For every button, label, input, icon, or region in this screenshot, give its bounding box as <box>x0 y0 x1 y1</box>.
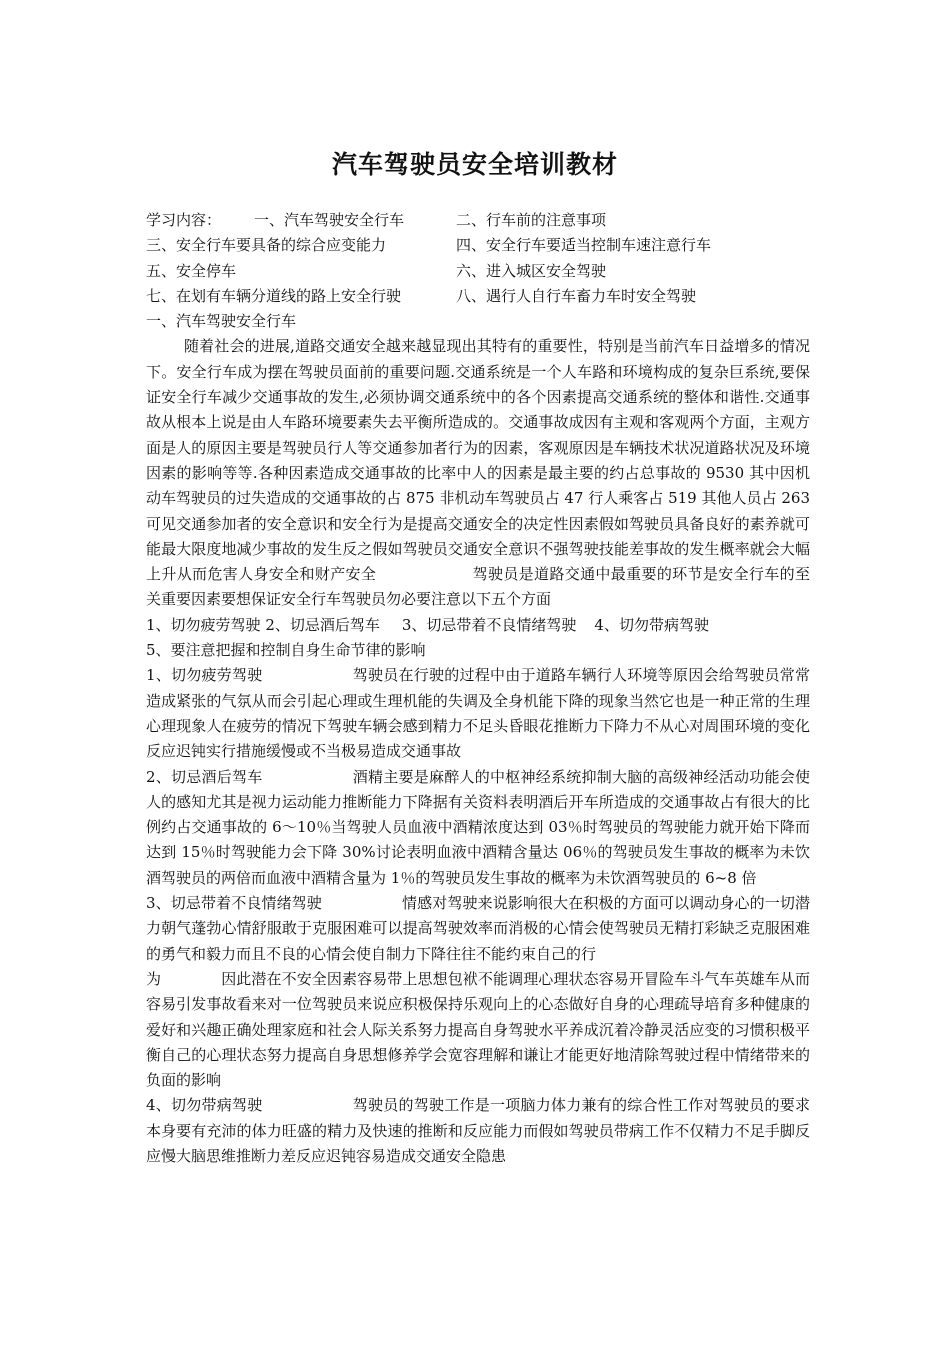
section-alcohol-text: 功能会使人的感知尤其是视力运动能力推断能力下降据有关资料表明酒后开车所造成的交通事故占有很大的比例约占交通事故的 6～10％当驾驶人员血液中酒精浓度达到 03％时驾驶员的驾驶能力就开始下降而达到 15％时驾驶能力会下降 30%讨论表明血液中酒精含量达 06％的驾驶员发生事故的概率为未饮酒驾驶员的两倍而血液中酒精含量为 1％的驾驶员发生事故的概率为未饮酒驾驶员的 6~8 倍 <box>146 767 810 887</box>
intro-paragraph <box>146 334 810 612</box>
toc-item-1: 一、汽车驾驶安全行车 <box>254 211 405 229</box>
points-line-2: 5、要注意把握和控制自身生命节律的影响 <box>146 641 426 660</box>
toc-row-1 <box>146 208 810 233</box>
points-line-1 <box>146 613 810 638</box>
section-illness-heading: 4、切勿带病驾驶 <box>146 1096 263 1115</box>
section-emotion <box>146 891 810 1093</box>
toc-row-4 <box>146 284 810 309</box>
toc-row-2 <box>146 233 810 258</box>
toc-item-8: 八、遇行人自行车畜力车时安全驾驶 <box>456 286 697 305</box>
section-heading: 一、汽车驾驶安全行车 <box>146 312 297 331</box>
point-1: 1、切勿疲劳驾驶 <box>146 615 261 634</box>
toc-label: 学习内容： <box>146 211 222 229</box>
section-alcohol-first-line: 酒精主要是麻醉人的中枢神经系统抑制大脑的高级神经活动 <box>352 767 750 786</box>
toc-item-3: 三、安全行车要具备的综合应变能力 <box>146 236 387 255</box>
section-alcohol-heading: 2、切忌酒后驾车 <box>146 767 263 786</box>
section-fatigue <box>146 663 810 764</box>
section-fatigue-text: 驶员常常造成紧张的气氛从而会引起心理或生理机能的失调及全身机能下降的现象当然它也是一种正常的生理心理现象人在疲劳的情况下驾驶车辆会感到精力不足头昏眼花推断力下降力不从心对周围环境的变化反应迟钝实行措施缓慢或不当极易造成交通事故 <box>146 666 810 761</box>
section-fatigue-first-line: 驾驶员在行驶的过程中由于道路车辆行人环境等原因会给驾 <box>352 666 750 685</box>
toc-row-3 <box>146 259 810 284</box>
section-emotion-text-b: 因此潜在不安全因素容易带上思想包袱不能调理心理状态容易开冒险车斗气车英雄车从而容易引发事故看来对一位驾驶员来说应积极保持乐观向上的心态做好自身的心理疏导培育多种健康的爱好和兴趣正确处理家庭和社会人际关系努力提高自身驾驶水平养成沉着冷静灵活应变的习惯积极平衡自己的心理状态努力提高自身思想修养学会宽容理解和谦让才能更好地清除驾驶过程中情绪带来的负面的影响 <box>146 969 810 1090</box>
section-alcohol <box>146 765 810 891</box>
document-body <box>146 208 810 1169</box>
document-title: 汽车驾驶员安全培训教材 <box>331 150 618 179</box>
section-emotion-text-a: 的一切潜力朝气蓬勃心情舒服敢于克服困难可以提高驾驶效率而消极的心情会使驾驶员无精打彩缺乏克服困难的勇气和毅力而且不良的心情会使自制力下降往往不能约束自己的行 <box>146 894 810 963</box>
section-emotion-lead: 为 <box>146 969 162 988</box>
toc-item-4: 四、安全行车要适当控制车速注意行车 <box>456 236 712 255</box>
toc-item-2: 二、行车前的注意事项 <box>456 211 607 229</box>
section-illness-text: 驾驶员的要求本身要有充沛的体力旺盛的精力及快速的推断和反应能力而假如驾驶员带病工作不仅精力不足手脚反应慢大脑思维推断力差反应迟钝容易造成交通安全隐患 <box>146 1096 810 1165</box>
section-illness <box>146 1093 810 1169</box>
toc-item-7: 七、在划有车辆分道线的路上安全行驶 <box>146 286 402 305</box>
point-4: 4、切勿带病驾驶 <box>594 615 709 634</box>
point-2: 2、切忌酒后驾车 <box>265 615 380 634</box>
section-emotion-first-line: 情感对驾驶来说影响很大在积极的方面可以调动身心 <box>401 894 750 913</box>
toc-item-6: 六、进入城区安全驾驶 <box>456 261 607 280</box>
toc-item-5: 五、安全停车 <box>146 261 237 280</box>
intro-tail: 驾驶员是道路交通中最重要的环节是安全行车的至关重要因素要想保证安全行车驾驶员勿必要注意以下五个方面 <box>146 565 810 609</box>
section-emotion-heading: 3、切忌带着不良情绪驾驶 <box>146 894 322 913</box>
point-3: 3、切忌带着不良情绪驾驶 <box>401 615 577 634</box>
intro-text: 随着社会的进展,道路交通安全越来越显现出其特有的重要性，特别是当前汽车日益增多的情况下。安全行车成为摆在驾驶员面前的重要问题.交通系统是一个人车路和环境构成的复杂巨系统,要保证安全行车减少交通事故的发生,必须协调交通系统中的各个因素提高交通系统的整体和谐性.交通事故从根本上说是由人车路环境要素失去平衡所造成的。交通事故成因有主观和客观两个方面，主观方面是人的原因主要是驾驶员行人等交通参加者行为的因素，客观原因是车辆技术状况道路状况及环境因素的影响等等.各种因素造成交通事故的比率中人的因素是最主要的约占总事故的 9530 其中因机动车驾驶员的过失造成的交通事故的占 875 非机动车驾驶员占 47 行人乘客占 519 其他人员占 263 可见交通参加者的安全意识和安全行为是提高交通安全的决定性因素假如驾驶员具备良好的素养就可能最大限度地减少事故的发生反之假如驾驶员交通安全意识不强驾驶技能差事故的发生概率就会大幅上升从而危害人身安全和财产安全 <box>146 337 810 584</box>
section-fatigue-heading: 1、切勿疲劳驾驶 <box>146 666 263 685</box>
section-illness-first-line: 驾驶员的驾驶工作是一项脑力体力兼有的综合性工作对 <box>352 1096 719 1115</box>
